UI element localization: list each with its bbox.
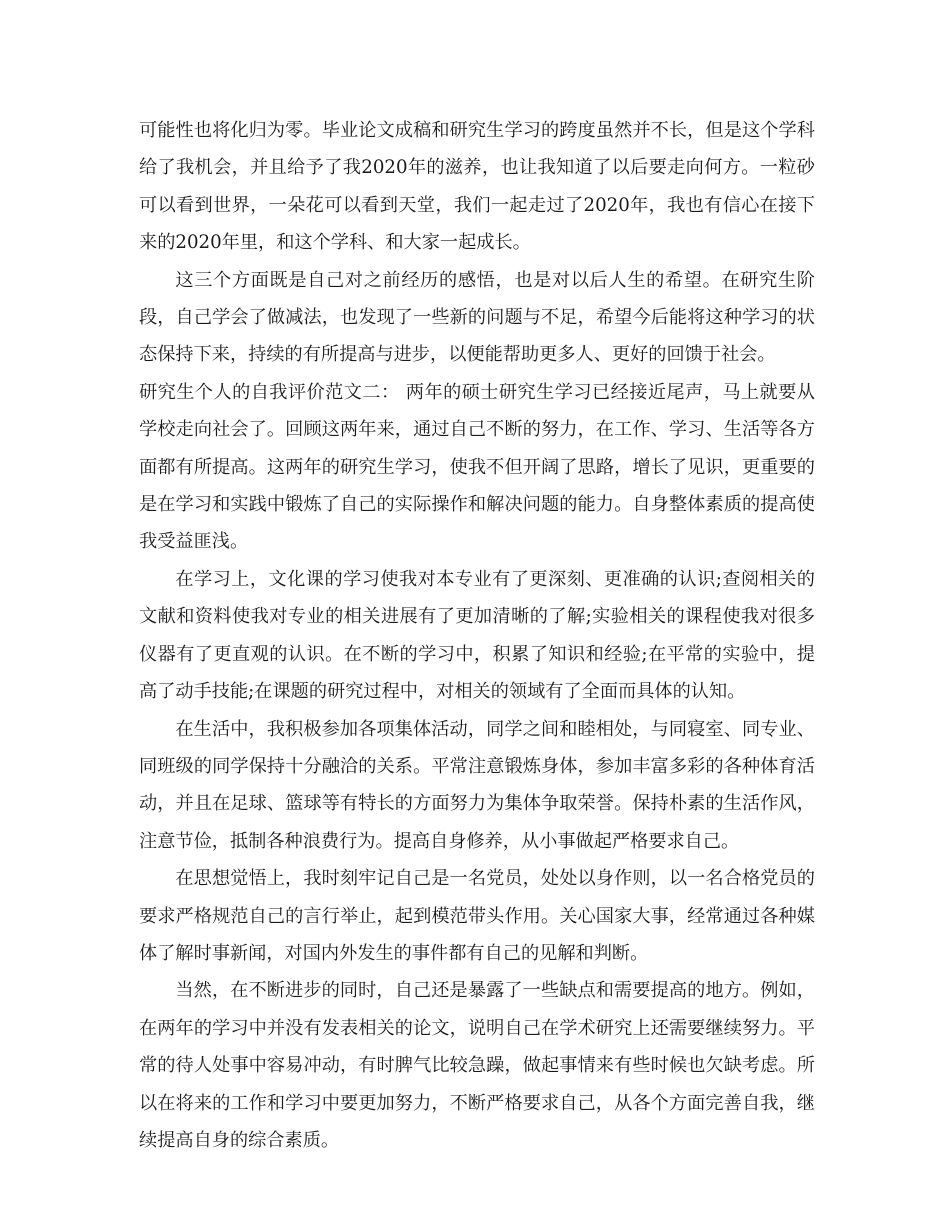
paragraph-life: 在生活中，我积极参加各项集体活动，同学之间和睦相处，与同寝室、同专业、同班级的同学保持十分融洽的关系。平常注意锻炼身体，参加丰富多彩的各种体育活动，并且在足球、篮球等有特长的方面努力为集体争取荣誉。保持朴素的生活作风，注意节俭，抵制各种浪费行为。提高自身修养，从小事做起严格要求自己。 — [139, 718, 815, 852]
paragraph-continuation: 可能性也将化归为零。毕业论文成稿和研究生学习的跨度虽然并不长，但是这个学科给了我机会，并且给予了我2020年的滋养，也让我知道了以后要走向何方。一粒砂可以看到世界，一朵花可以看到天堂，我们一起走过了2020年，我也有信心在接下来的2020年里，和这个学科、和大家一起成长。 — [139, 120, 815, 254]
sample-two-text: 两年的硕士研究生学习已经接近尾声，马上就要从学校走向社会了。回顾这两年来，通过自己不断的努力，在工作、学习、生活等各方面都有所提高。这两年的研究生学习，使我不但开阔了思路，增长了见识，更重要的是在学习和实践中锻炼了自己的实际操作和解决问题的能力。自身整体素质的提高使我受益匪浅。 — [139, 381, 815, 553]
paragraph-ideology: 在思想觉悟上，我时刻牢记自己是一名党员，处处以身作则，以一名合格党员的要求严格规范自己的言行举止，起到模范带头作用。关心国家大事，经常通过各种媒体了解时事新闻，对国内外发生的事件都有自己的见解和判断。 — [139, 868, 815, 964]
paragraph-reflection-summary: 这三个方面既是自己对之前经历的感悟，也是对以后人生的希望。在研究生阶段，自己学会了做减法，也发现了一些新的问题与不足，希望今后能将这种学习的状态保持下来，持续的有所提高与进步，以便能帮助更多人、更好的回馈于社会。 — [139, 269, 815, 366]
paragraph-sample-two — [139, 374, 815, 561]
document-body — [139, 112, 815, 1159]
section-heading-sample-two: 研究生个人的自我评价范文二： — [139, 381, 400, 403]
paragraph-shortcomings: 当然，在不断进步的同时，自己还是暴露了一些缺点和需要提高的地方。例如，在两年的学习中并没有发表相关的论文，说明自己在学术研究上还需要继续努力。平常的待人处事中容易冲动，有时脾气比较急躁，做起事情来有些时候也欠缺考虑。所以在将来的工作和学习中要更加努力，不断严格要求自己，从各个方面完善自我，继续提高自身的综合素质。 — [139, 980, 815, 1151]
paragraph-study: 在学习上，文化课的学习使我对本专业有了更深刻、更准确的认识;查阅相关的文献和资料使我对专业的相关进展有了更加清晰的了解;实验相关的课程使我对很多仪器有了更直观的认识。在不断的学习中，积累了知识和经验;在平常的实验中，提高了动手技能;在课题的研究过程中，对相关的领域有了全面而具体的认知。 — [139, 568, 815, 703]
